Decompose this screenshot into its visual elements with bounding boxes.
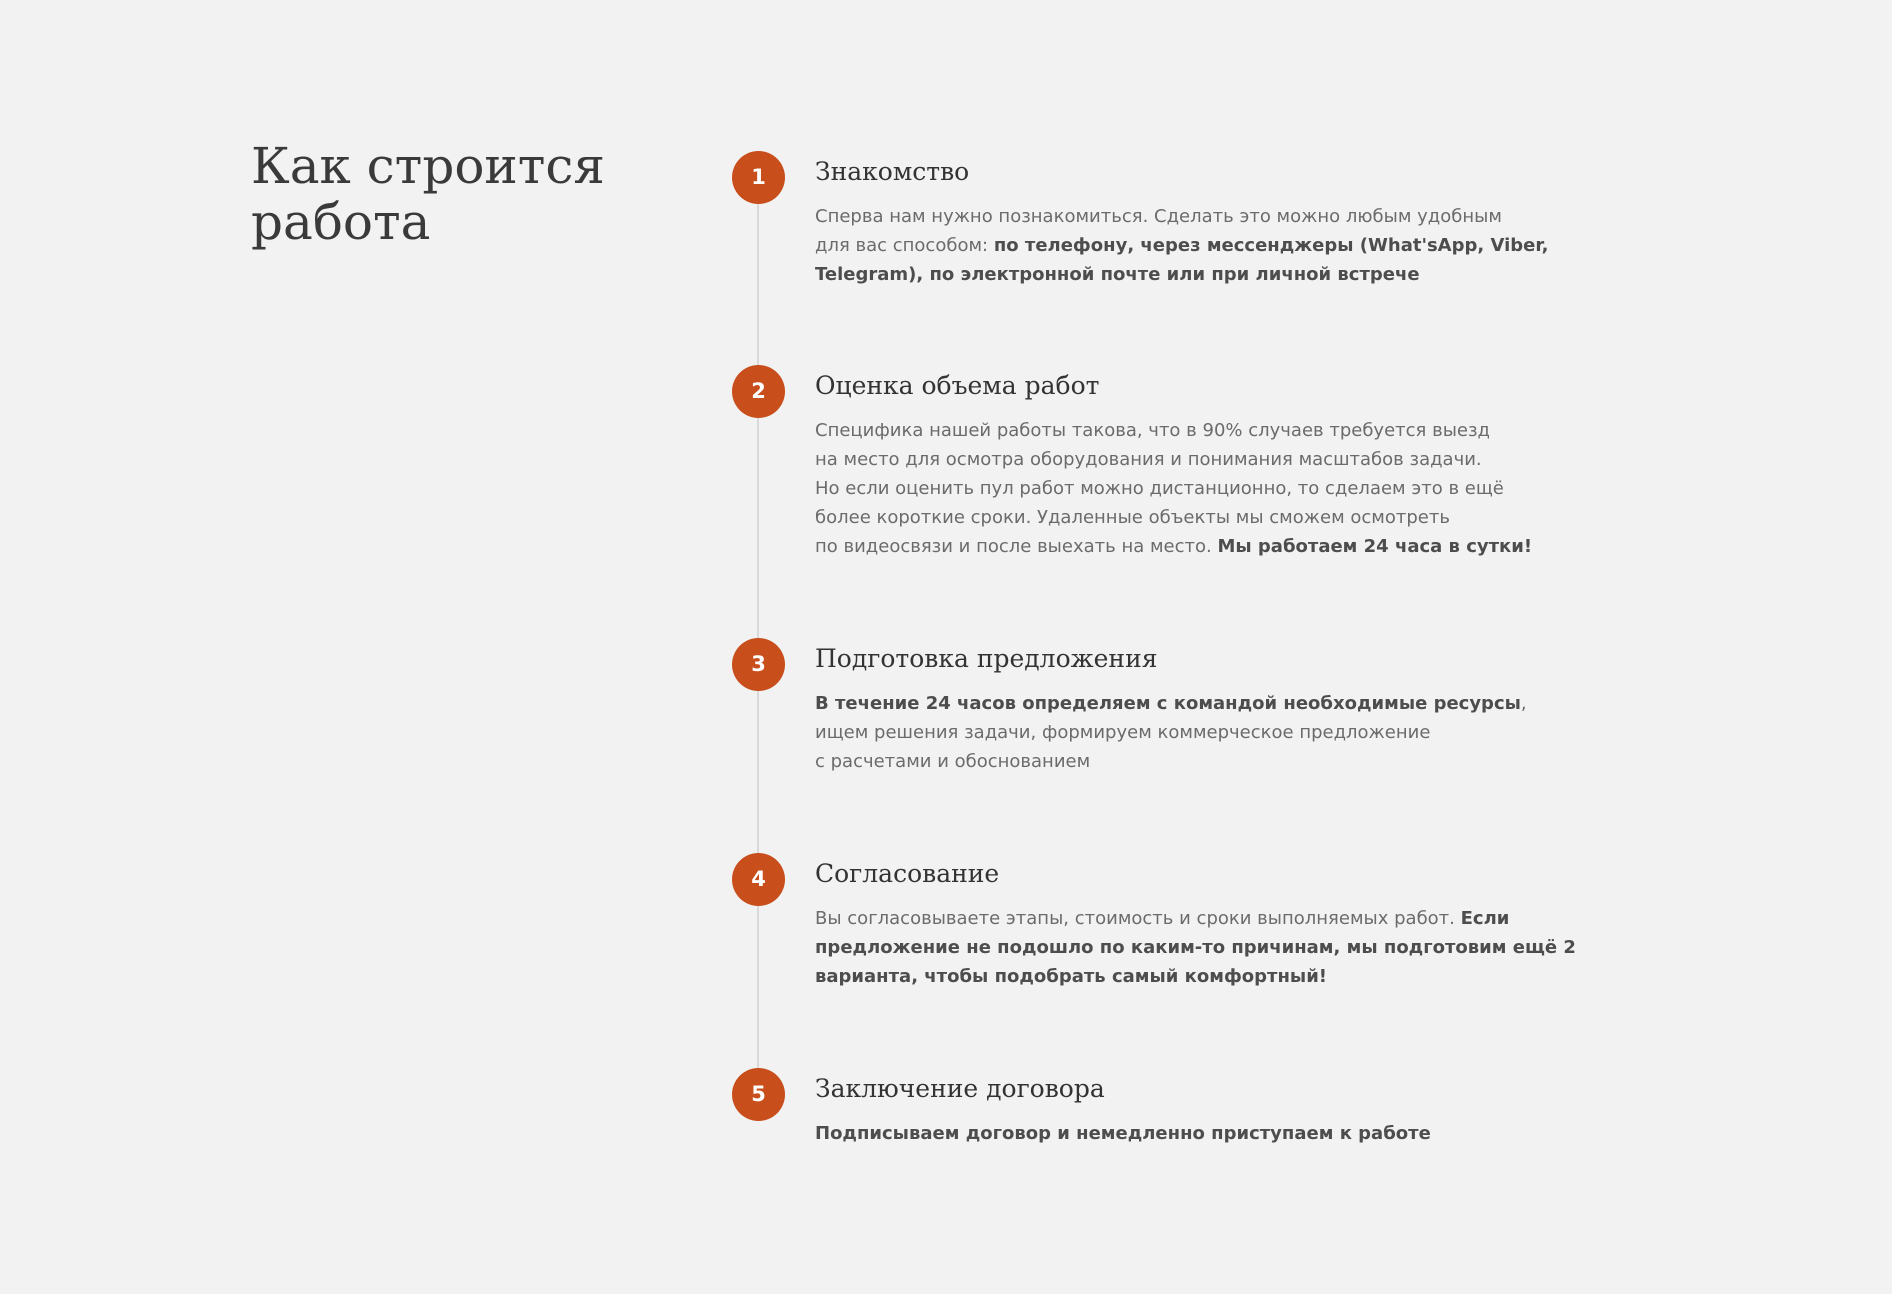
step-description (815, 904, 1575, 991)
step-description (815, 416, 1575, 561)
section-title-line-1: Как строится (251, 137, 605, 195)
step-description (815, 1119, 1575, 1148)
description-highlight: предложение не подошло по каким-то причинам, мы подготовим ещё 2 (815, 937, 1576, 958)
step-number-badge: 4 (732, 853, 785, 906)
description-highlight: Подписываем договор и немедленно приступаем к работе (815, 1123, 1431, 1144)
description-line (815, 962, 1575, 991)
description-line (815, 474, 1575, 503)
section-title-line-2: работа (251, 193, 431, 251)
step-title: Оценка объема работ (815, 371, 1100, 400)
description-text: ищем решения задачи, формируем коммерческое предложение (815, 722, 1431, 743)
description-line (815, 416, 1575, 445)
description-line (815, 1119, 1575, 1148)
step-title: Знакомство (815, 157, 970, 186)
description-text: на место для осмотра оборудования и понимания масштабов задачи. (815, 449, 1482, 470)
description-highlight: Мы работаем 24 часа в сутки! (1217, 536, 1533, 557)
description-line (815, 231, 1575, 260)
step-number-badge: 3 (732, 638, 785, 691)
description-text: Специфика нашей работы такова, что в 90% случаев требуется выезд (815, 420, 1490, 441)
section-title (251, 138, 671, 250)
step-number-badge: 1 (732, 151, 785, 204)
timeline-line (757, 178, 759, 1096)
description-text: для вас способом: (815, 235, 994, 256)
description-line (815, 904, 1575, 933)
description-text: с расчетами и обоснованием (815, 751, 1091, 772)
step-title: Согласование (815, 859, 1000, 888)
description-line (815, 503, 1575, 532)
description-line (815, 532, 1575, 561)
description-text: , (1520, 693, 1527, 714)
description-text: более короткие сроки. Удаленные объекты мы сможем осмотреть (815, 507, 1450, 528)
description-highlight: по телефону, через мессенджеры (What'sApp, Viber, (993, 235, 1549, 256)
description-line (815, 445, 1575, 474)
description-line (815, 718, 1575, 747)
step-number-badge: 5 (732, 1068, 785, 1121)
description-highlight: Telegram), по электронной почте или при личной встрече (815, 264, 1420, 285)
step-description (815, 689, 1575, 776)
step-title: Подготовка предложения (815, 644, 1158, 673)
description-line (815, 202, 1575, 231)
step-description (815, 202, 1575, 289)
description-line (815, 933, 1575, 962)
description-line (815, 260, 1575, 289)
description-highlight: варианта, чтобы подобрать самый комфортный! (815, 966, 1328, 987)
description-text: Сперва нам нужно познакомиться. Сделать это можно любым удобным (815, 206, 1502, 227)
description-line (815, 689, 1575, 718)
description-highlight: Если (1460, 908, 1510, 929)
description-text: Вы согласовываете этапы, стоимость и сроки выполняемых работ. (815, 908, 1461, 929)
step-title: Заключение договора (815, 1074, 1105, 1103)
description-line (815, 747, 1575, 776)
description-highlight: В течение 24 часов определяем с командой необходимые ресурсы (815, 693, 1521, 714)
step-number-badge: 2 (732, 365, 785, 418)
description-text: по видеосвязи и после выехать на место. (815, 536, 1218, 557)
description-text: Но если оценить пул работ можно дистанционно, то сделаем это в ещё (815, 478, 1504, 499)
